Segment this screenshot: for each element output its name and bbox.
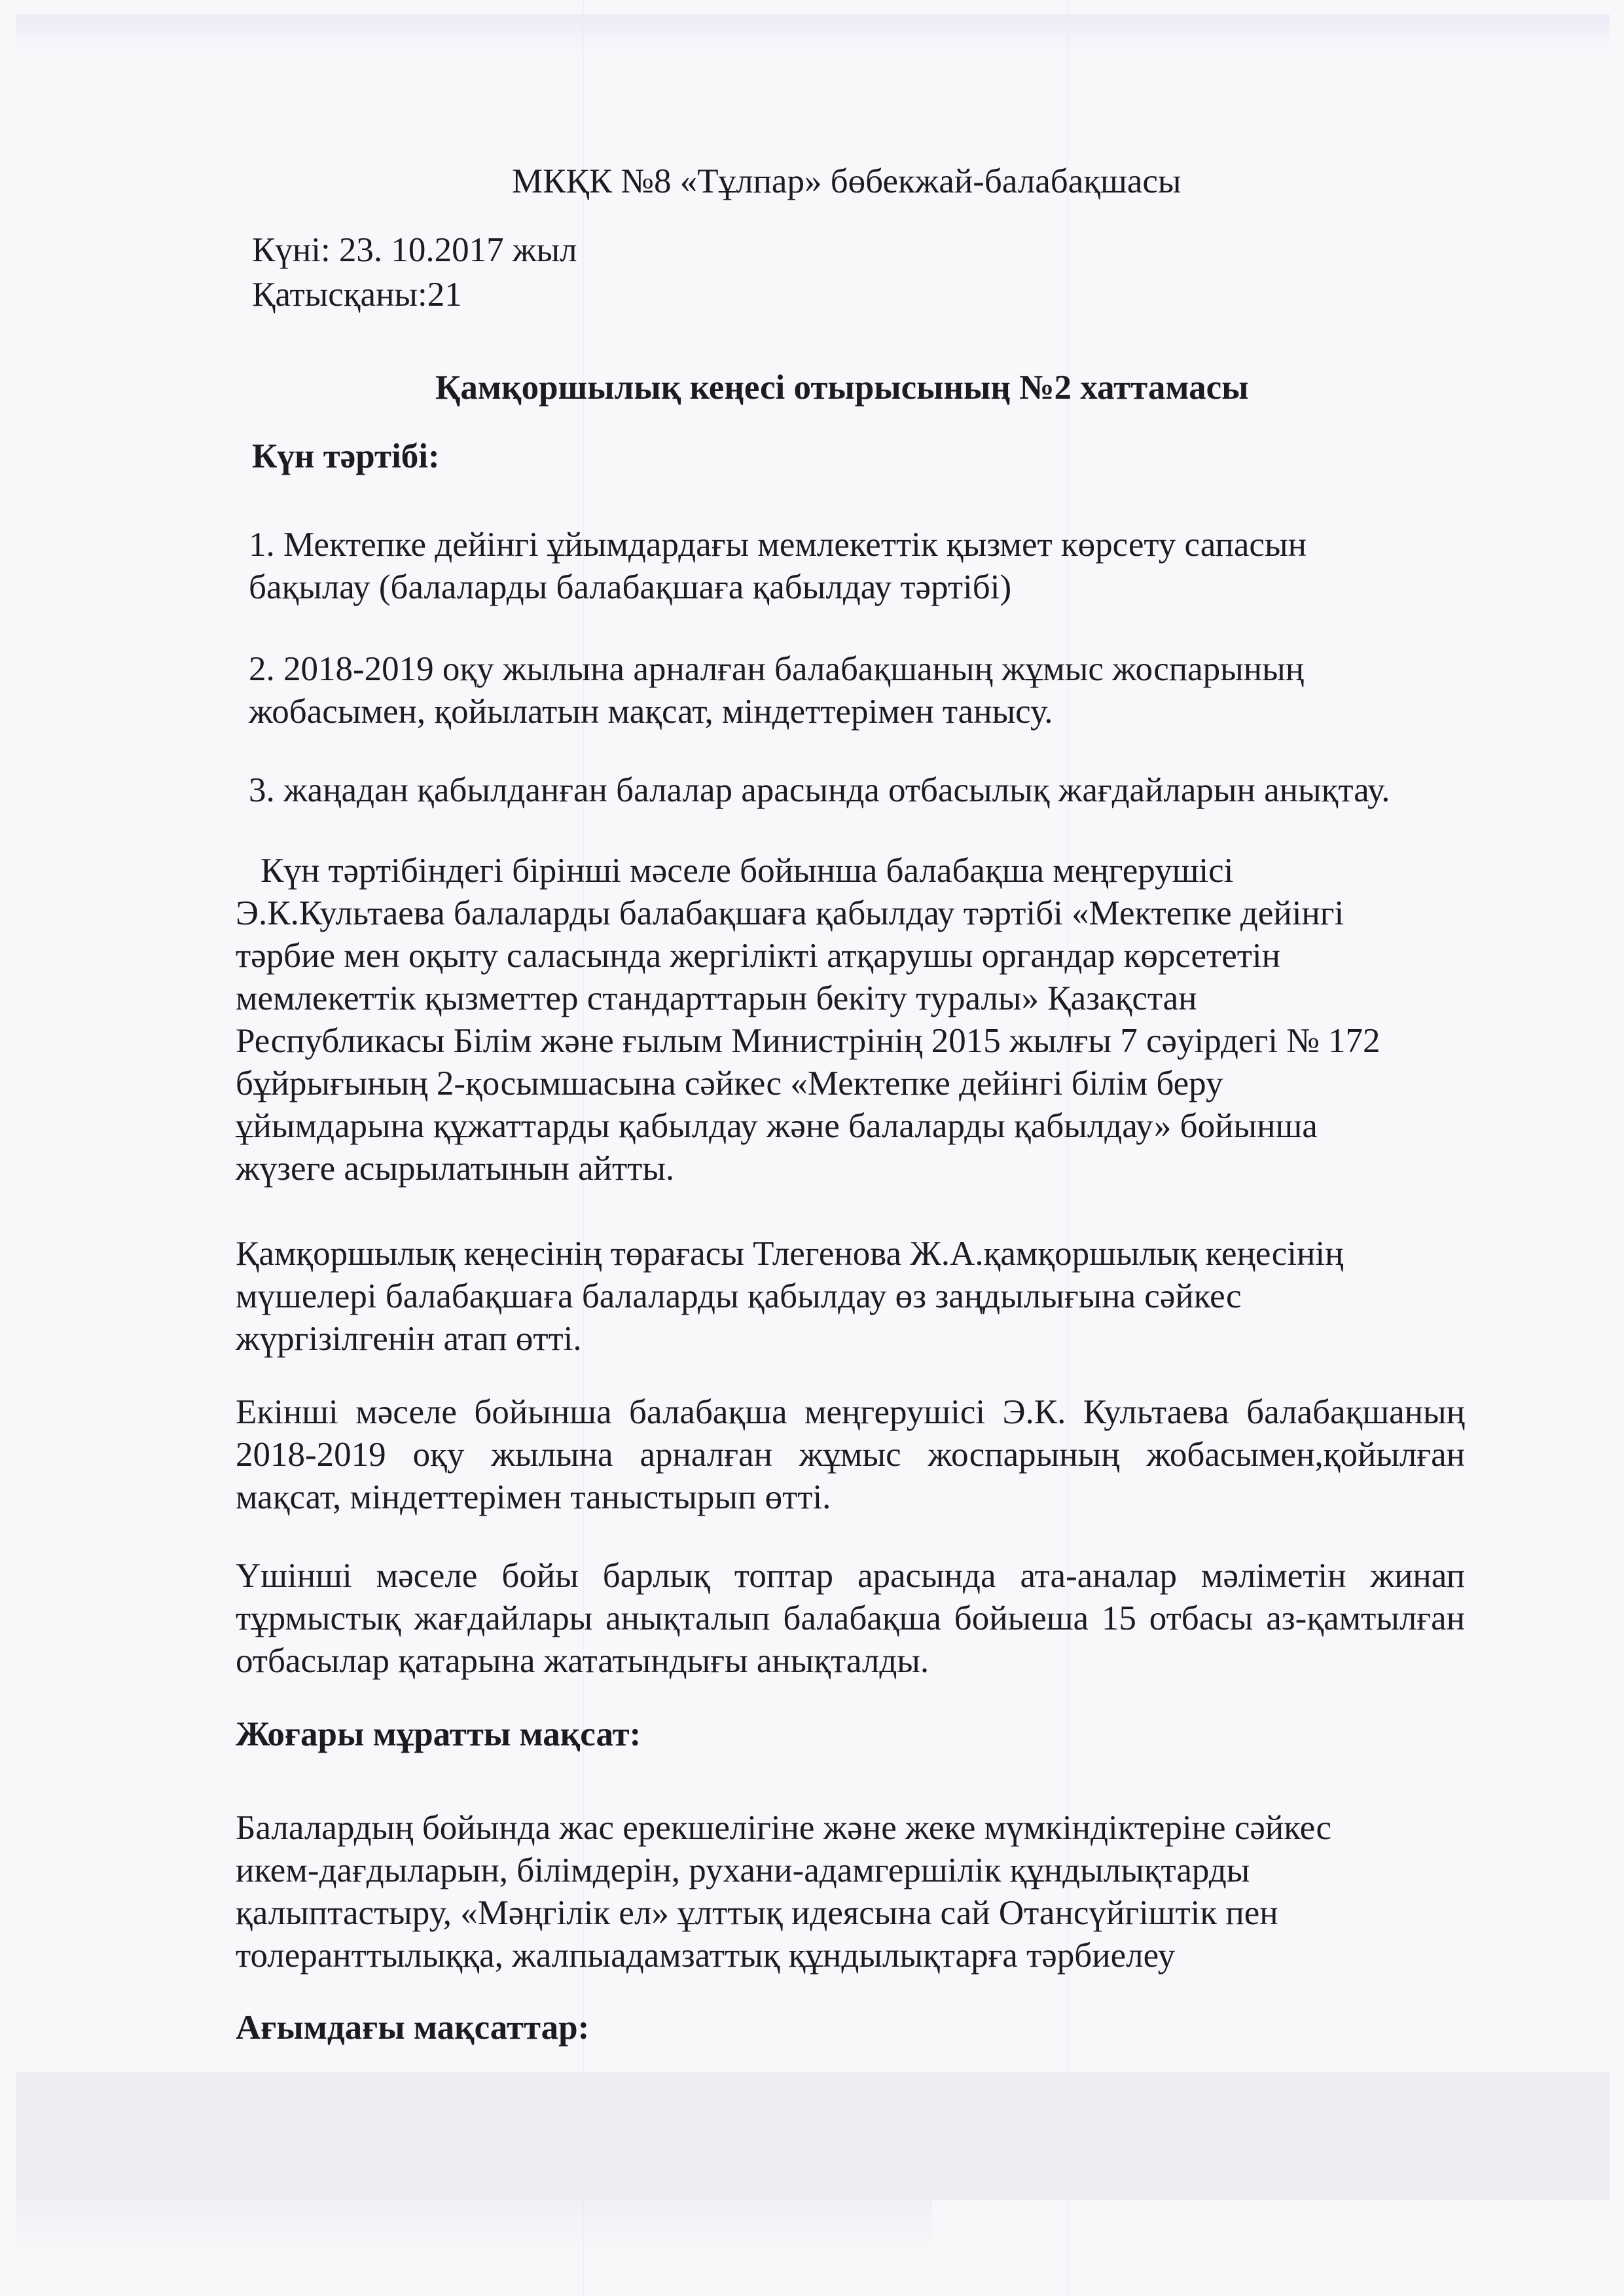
- agenda-heading: Күн тәртібі:: [252, 437, 440, 475]
- protocol-title: Қамқоршылық кеңесі отырысының №2 хаттамасы: [435, 369, 1249, 407]
- scan-artifact-bottom: [16, 2072, 1610, 2200]
- goal-heading: Жоғары мұратты мақсат:: [236, 1715, 641, 1753]
- paragraph-second-issue: Екінші мәселе бойынша балабақша меңгерушісі Э.К. Культаева балабақшаның 2018-2019 оқу жылына арналған жұмыс жоспарының жобасымен,қойылған мақсат, міндеттерімен таныстырып өтті.: [236, 1393, 1465, 1516]
- agenda-item-3: 3. жаңадан қабылданған балалар арасында отбасылық жағдайларын анықтау.: [249, 771, 1390, 809]
- attendance-count: Қатысқаны:21: [252, 276, 462, 314]
- paragraph-first-issue: Күн тәртібіндегі бірінші мәселе бойынша балабақша меңгерушісі Э.К.Культаева балаларды балабақшаға қабылдау тәртібі «Мектепке дейінгі тәрбие мен оқыту саласында жергілікті атқарушы органдар көрсететін мемлекеттік қызметтер стандарттарын бекіту туралы» Қазақстан Республикасы Білім және ғылым Министрінің 2015 жылғы 7 сәуірдегі № 172 бұйрығының 2-қосымшасына сәйкес «Мектепке дейінгі білім беру ұйымдарына құжаттарды қабылдау және балаларды қабылдау» бойынша жүзеге асырылатынын айтты.: [236, 852, 1380, 1188]
- current-goals-heading: Ағымдағы мақсаттар:: [236, 2009, 590, 2047]
- goal-text: Балалардың бойында жас ерекшелігіне және жеке мүмкіндіктеріне сәйкес икем-дағдыларын, білімдерін, рухани-адамгершілік құндылықтарды қалыптастыру, «Мәңгілік ел» ұлттық идеясына сай Отансүйгіштік пен толеранттылыққа, жалпыадамзаттық құндылықтарға тәрбиелеу: [236, 1809, 1332, 1975]
- paragraph-chair-remark: Қамқоршылық кеңесінің төрағасы Тлегенова Ж.А.қамқоршылық кеңесінің мүшелері балабақшаға балаларды қабылдау өз заңдылығына сәйкес жүргізілгенін атап өтті.: [236, 1235, 1344, 1358]
- scan-artifact-bottom-fade: [16, 2200, 932, 2252]
- meeting-date: Күні: 23. 10.2017 жыл: [252, 231, 577, 269]
- paragraph-third-issue: Үшінші мәселе бойы барлық топтар арасында ата-аналар мәліметін жинап тұрмыстық жағдайлары анықталып балабақша бойыеша 15 отбасы аз-қамтылған отбасылар қатарына жататындығы анықталды.: [236, 1557, 1465, 1680]
- scan-artifact-top: [16, 14, 1610, 54]
- agenda-item-2: 2. 2018-2019 оқу жылына арналған балабақшаның жұмыс жоспарының жобасымен, қойылатын мақсат, міндеттерімен танысу.: [249, 650, 1305, 731]
- agenda-item-1: 1. Мектепке дейінгі ұйымдардағы мемлекеттік қызмет көрсету сапасын бақылау (балаларды балабақшаға қабылдау тәртібі): [249, 526, 1307, 606]
- organization-name: МКҚК №8 «Тұлпар» бөбекжай-балабақшасы: [512, 162, 1182, 200]
